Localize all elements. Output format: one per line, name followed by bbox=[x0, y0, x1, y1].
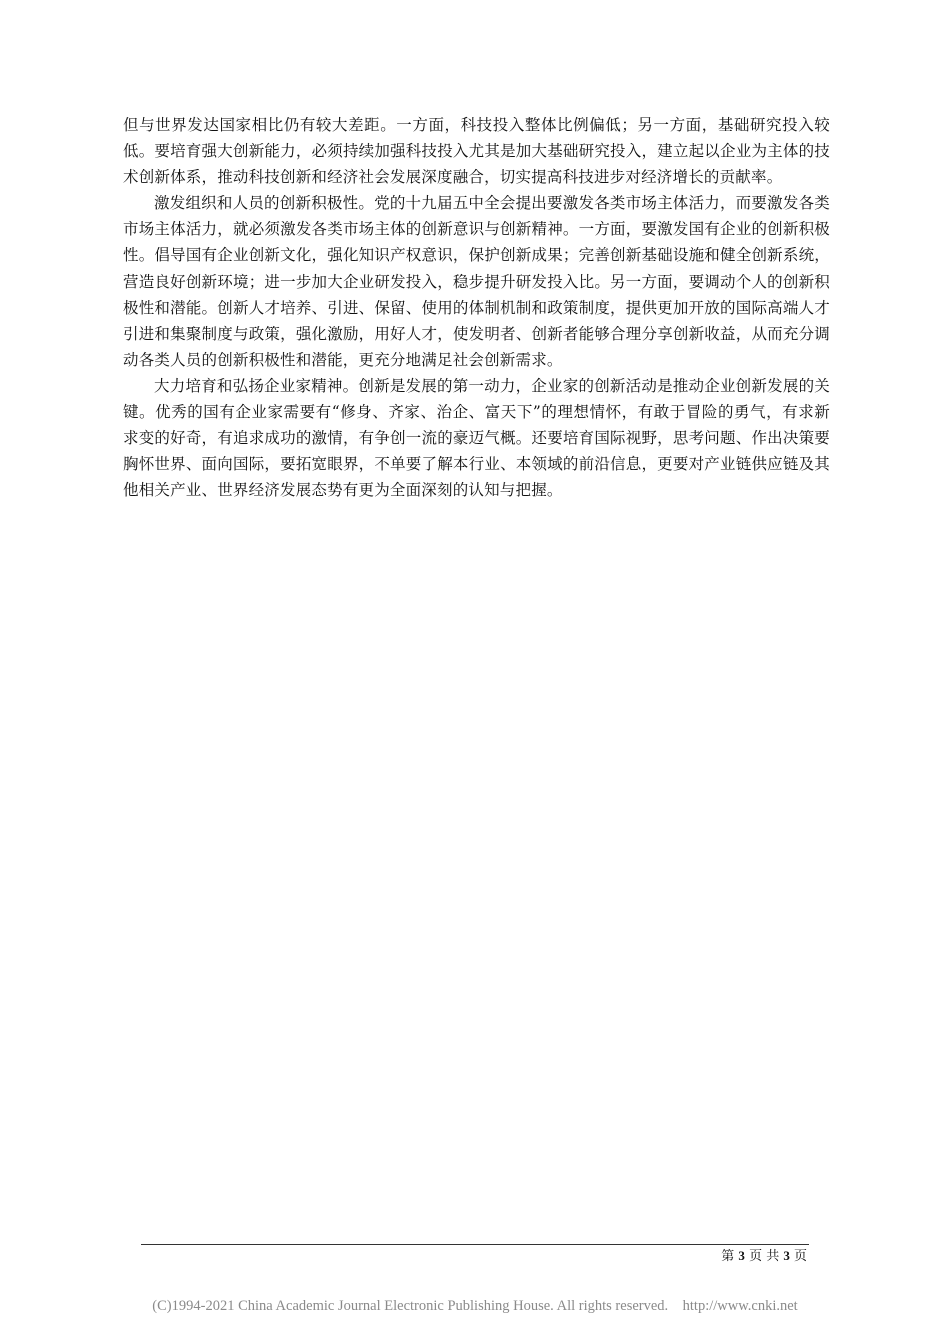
page-number-total: 3 bbox=[783, 1248, 790, 1263]
page-number-middle: 页 共 bbox=[749, 1249, 780, 1264]
page-number-current: 3 bbox=[738, 1248, 745, 1263]
page-number-suffix: 页 bbox=[793, 1249, 807, 1264]
body-paragraph: 激发组织和人员的创新积极性。党的十九届五中全会提出要激发各类市场主体活力，而要激发各类市场主体活力，就必须激发各类市场主体的创新意识与创新精神。一方面，要激发国有企业的创新积极性。倡导国有企业创新文化，强化知识产权意识，保护创新成果；完善创新基础设施和健全创新系统，营造良好创新环境；进一步加大企业研发投入，稳步提升研发投入比。另一方面，要调动个人的创新积极性和潜能。创新人才培养、引进、保留、使用的体制机制和政策制度，提供更加开放的国际高端人才引进和集聚制度与政策，强化激励，用好人才，使发明者、创新者能够合理分享创新收益，从而充分调动各类人员的创新积极性和潜能，更充分地满足社会创新需求。 bbox=[123, 194, 830, 369]
body-paragraph: 大力培育和弘扬企业家精神。创新是发展的第一动力，企业家的创新活动是推动企业创新发展的关键。优秀的国有企业家需要有“修身、齐家、治企、富天下”的理想情怀，有敢于冒险的勇气，有求新求变的好奇，有追求成功的激情，有争创一流的豪迈气概。还要培育国际视野，思考问题、作出决策要胸怀世界、面向国际，要拓宽眼界，不单要了解本行业、本领域的前沿信息，更要对产业链供应链及其他相关产业、世界经济发展态势有更为全面深刻的认知与把握。 bbox=[123, 376, 830, 500]
footer-divider bbox=[141, 1244, 809, 1245]
copyright-notice: (C)1994-2021 China Academic Journal Electronic Publishing House. All rights reserved. http://www.cnki.net bbox=[152, 1298, 798, 1314]
page-number bbox=[650, 1247, 807, 1266]
article-body bbox=[123, 112, 830, 503]
page-number-prefix: 第 bbox=[721, 1249, 735, 1264]
body-paragraph-continued: 但与世界发达国家相比仍有较大差距。一方面，科技投入整体比例偏低；另一方面，基础研究投入较低。要培育强大创新能力，必须持续加强科技投入尤其是加大基础研究投入，建立起以企业为主体的技术创新体系，推动科技创新和经济社会发展深度融合，切实提高科技进步对经济增长的贡献率。 bbox=[123, 116, 830, 187]
